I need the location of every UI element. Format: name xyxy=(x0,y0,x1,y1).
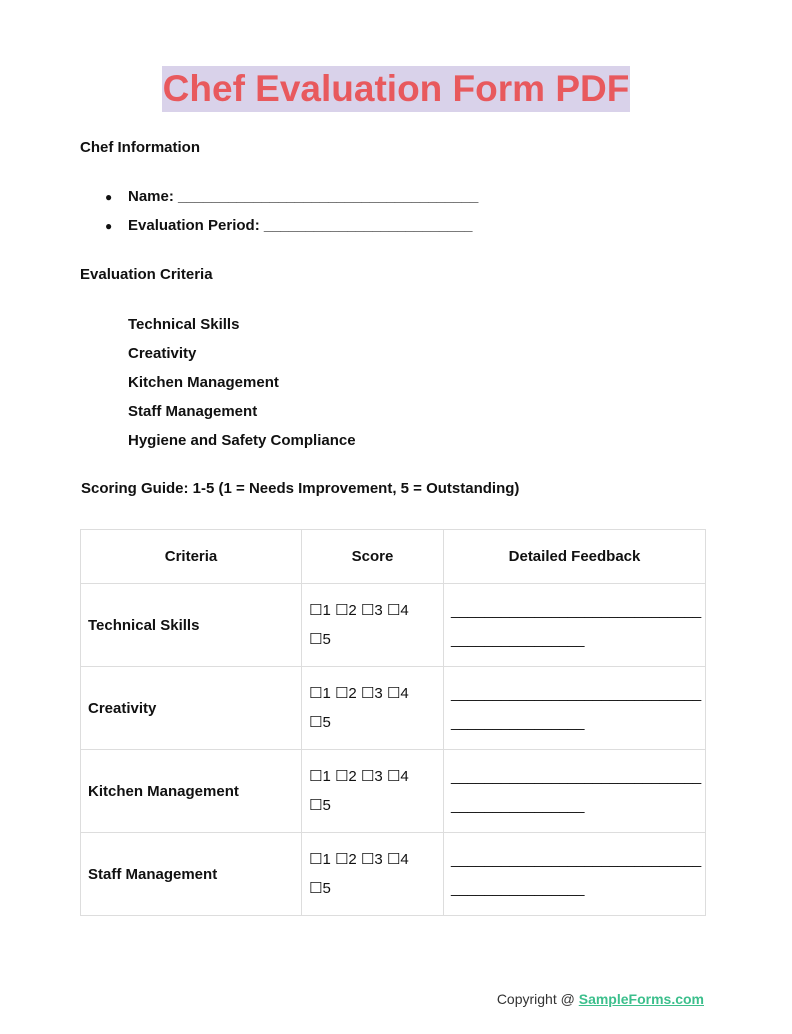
feedback-line-1[interactable]: ______________________________ xyxy=(451,851,702,868)
score-line-2[interactable]: ☐5 xyxy=(309,797,331,814)
header-criteria: Criteria xyxy=(81,530,302,584)
row-criteria: Technical Skills xyxy=(81,584,302,667)
score-line-1[interactable]: ☐1 ☐2 ☐3 ☐4 xyxy=(309,768,409,785)
score-options[interactable] xyxy=(302,584,444,667)
header-feedback: Detailed Feedback xyxy=(444,530,706,584)
criteria-item-creativity: Creativity xyxy=(128,345,197,362)
criteria-item-technical-skills: Technical Skills xyxy=(128,316,240,333)
score-line-1[interactable]: ☐1 ☐2 ☐3 ☐4 xyxy=(309,685,409,702)
evaluation-table xyxy=(80,529,706,916)
name-field-label: Name: ____________________________________ xyxy=(128,188,479,205)
evaluation-criteria-heading: Evaluation Criteria xyxy=(80,266,213,283)
bullet-icon: ● xyxy=(105,219,113,233)
scoring-guide: Scoring Guide: 1-5 (1 = Needs Improvement, 5 = Outstanding) xyxy=(81,480,520,497)
row-criteria: Kitchen Management xyxy=(81,750,302,833)
criteria-item-hygiene-safety: Hygiene and Safety Compliance xyxy=(128,432,356,449)
brand-link[interactable]: SampleForms.com xyxy=(578,991,704,1007)
page-title: Chef Evaluation Form PDF xyxy=(162,66,631,112)
feedback-line-1[interactable]: ______________________________ xyxy=(451,768,702,785)
criteria-list xyxy=(128,315,356,460)
feedback-line-2[interactable]: ________________ xyxy=(451,797,585,814)
feedback-field[interactable] xyxy=(444,667,706,750)
row-criteria: Creativity xyxy=(81,667,302,750)
criteria-item-staff-management: Staff Management xyxy=(128,403,258,420)
feedback-line-2[interactable]: ________________ xyxy=(451,631,585,648)
name-field xyxy=(105,187,478,216)
table-row xyxy=(81,833,706,916)
feedback-line-1[interactable]: ______________________________ xyxy=(451,685,702,702)
evaluation-period-field xyxy=(105,216,478,245)
header-score: Score xyxy=(302,530,444,584)
bullet-icon: ● xyxy=(105,190,113,204)
table-row xyxy=(81,667,706,750)
chef-information-heading: Chef Information xyxy=(80,139,200,156)
feedback-line-1[interactable]: ______________________________ xyxy=(451,602,702,619)
title-wrapper xyxy=(0,66,792,112)
score-line-1[interactable]: ☐1 ☐2 ☐3 ☐4 xyxy=(309,851,409,868)
score-line-1[interactable]: ☐1 ☐2 ☐3 ☐4 xyxy=(309,602,409,619)
score-line-2[interactable]: ☐5 xyxy=(309,631,331,648)
feedback-line-2[interactable]: ________________ xyxy=(451,714,585,731)
table-row xyxy=(81,584,706,667)
table-header-row xyxy=(81,530,706,584)
copyright-prefix: Copyright @ xyxy=(496,991,579,1007)
score-options[interactable] xyxy=(302,667,444,750)
table-row xyxy=(81,750,706,833)
criteria-item-kitchen-management: Kitchen Management xyxy=(128,374,279,391)
evaluation-period-label: Evaluation Period: _________________________ xyxy=(128,217,473,234)
copyright-footer xyxy=(497,991,704,1007)
feedback-field[interactable] xyxy=(444,750,706,833)
score-line-2[interactable]: ☐5 xyxy=(309,714,331,731)
feedback-field[interactable] xyxy=(444,584,706,667)
row-criteria: Staff Management xyxy=(81,833,302,916)
chef-info-list xyxy=(105,187,478,245)
feedback-field[interactable] xyxy=(444,833,706,916)
score-options[interactable] xyxy=(302,833,444,916)
score-line-2[interactable]: ☐5 xyxy=(309,880,331,897)
score-options[interactable] xyxy=(302,750,444,833)
feedback-line-2[interactable]: ________________ xyxy=(451,880,585,897)
